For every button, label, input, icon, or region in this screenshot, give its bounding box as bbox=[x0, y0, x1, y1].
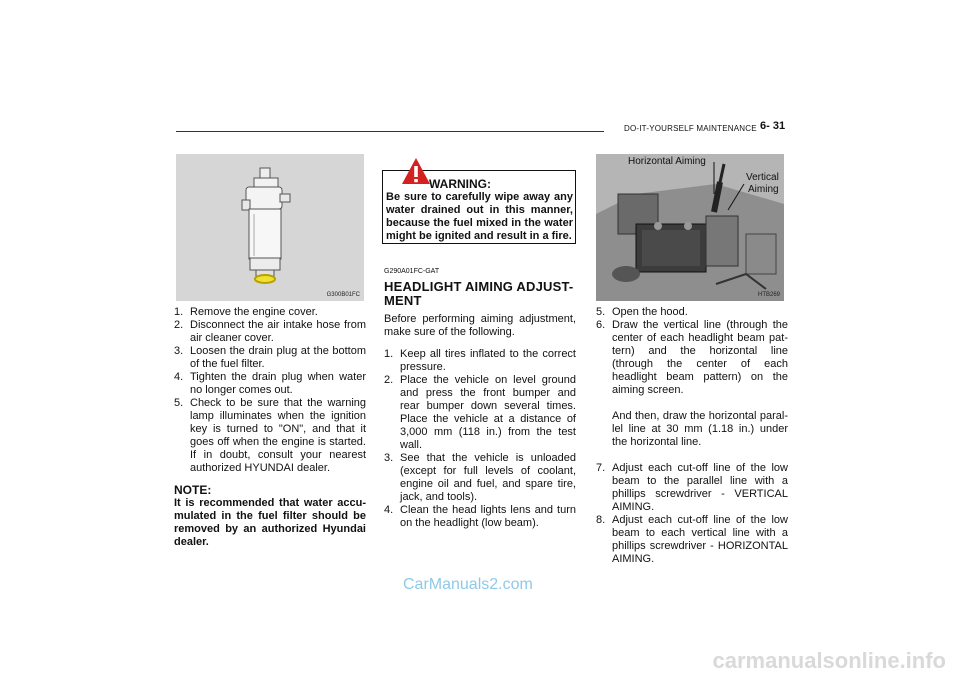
aiming-steps bbox=[596, 306, 788, 566]
aiming-prep-steps bbox=[384, 348, 576, 530]
warning-box bbox=[382, 170, 576, 244]
fuel-filter-steps bbox=[174, 306, 366, 475]
list-item: 5. Check to be sure that the warning lamp illuminates when the ignition key is turned to "ON", and that it goes off when the engine is started. If in doubt, consult your nearest authorized HYUNDAI dealer. bbox=[174, 397, 366, 474]
warning-icon bbox=[401, 157, 431, 185]
right-column bbox=[596, 306, 788, 566]
watermark-link[interactable]: CarManuals2.com bbox=[403, 576, 533, 593]
horizontal-aiming-label: Horizontal Aiming bbox=[628, 156, 706, 167]
fuel-filter-illustration bbox=[176, 154, 364, 301]
figure-code: G300B01FC bbox=[326, 292, 360, 298]
middle-column bbox=[384, 265, 576, 530]
list-item: And then, draw the horizontal paral-lel line at 30 mm (1.18 in.) under the horizontal line. bbox=[612, 410, 788, 448]
intro-paragraph: Before performing aiming adjustment, make sure of the following. bbox=[384, 313, 576, 338]
note-heading: NOTE: bbox=[174, 483, 212, 497]
vertical-aiming-label-line1: Vertical bbox=[746, 172, 779, 183]
section-code: G290A01FC-GAT bbox=[384, 268, 440, 275]
header-rule bbox=[176, 131, 604, 132]
section-title: HEADLIGHT AIMING ADJUST-MENT bbox=[384, 279, 574, 308]
list-item: 3. Loosen the drain plug at the bottom of the fuel filter. bbox=[174, 345, 366, 370]
vertical-aiming-label-line2: Aiming bbox=[748, 184, 779, 195]
left-column bbox=[174, 306, 366, 549]
list-item: 6. Draw the vertical line (through the center of each headlight beam pat-tern) and the horizontal line (through the center of each headlight beam pattern) on the aiming screen. bbox=[596, 319, 788, 396]
headlight-aiming-figure bbox=[596, 154, 784, 301]
page-number: 6- 31 bbox=[760, 120, 786, 132]
list-item: 3. See that the vehicle is unloaded (except for full levels of coolant, engine oil and fuel, and spare tire, jack, and tools). bbox=[384, 452, 576, 503]
header-title: DO-IT-YOURSELF MAINTENANCE bbox=[624, 124, 757, 133]
warning-title: WARNING: bbox=[429, 177, 491, 191]
footer-watermark: carmanualsonline.info bbox=[712, 648, 946, 673]
list-item: 1. Remove the engine cover. bbox=[174, 306, 318, 318]
note-text: It is recommended that water accu-mulated in the fuel filter should be removed by an authorized Hyundai dealer. bbox=[174, 497, 366, 548]
fuel-filter-figure bbox=[176, 154, 364, 301]
list-item: 8. Adjust each cut-off line of the low beam to each vertical line with a phillips screwdriver - HORIZONTAL AIMING. bbox=[596, 514, 788, 565]
warning-text: Be sure to carefully wipe away any water drained out in this manner, because the fuel mixed in the water might be ignited and result in a fire. bbox=[386, 191, 573, 242]
list-item: 2. Place the vehicle on level ground and press the front bumper and rear bumper down several times. Place the vehicle at a distance of 3,000 mm (118 in.) from the test wall. bbox=[384, 374, 576, 451]
list-item: 4. Tighten the drain plug when water no longer comes out. bbox=[174, 371, 366, 396]
list-item: 5. Open the hood. bbox=[596, 306, 688, 318]
list-item: 7. Adjust each cut-off line of the low beam to the parallel line with a phillips screwdriver - VERTICAL AIMING. bbox=[596, 462, 788, 513]
list-item: 4. Clean the head lights lens and turn on the headlight (low beam). bbox=[384, 504, 576, 529]
list-item: 1. Keep all tires inflated to the correct pressure. bbox=[384, 348, 576, 373]
figure-code: HTB269 bbox=[757, 292, 780, 298]
list-item: 2. Disconnect the air intake hose from air cleaner cover. bbox=[174, 319, 366, 344]
